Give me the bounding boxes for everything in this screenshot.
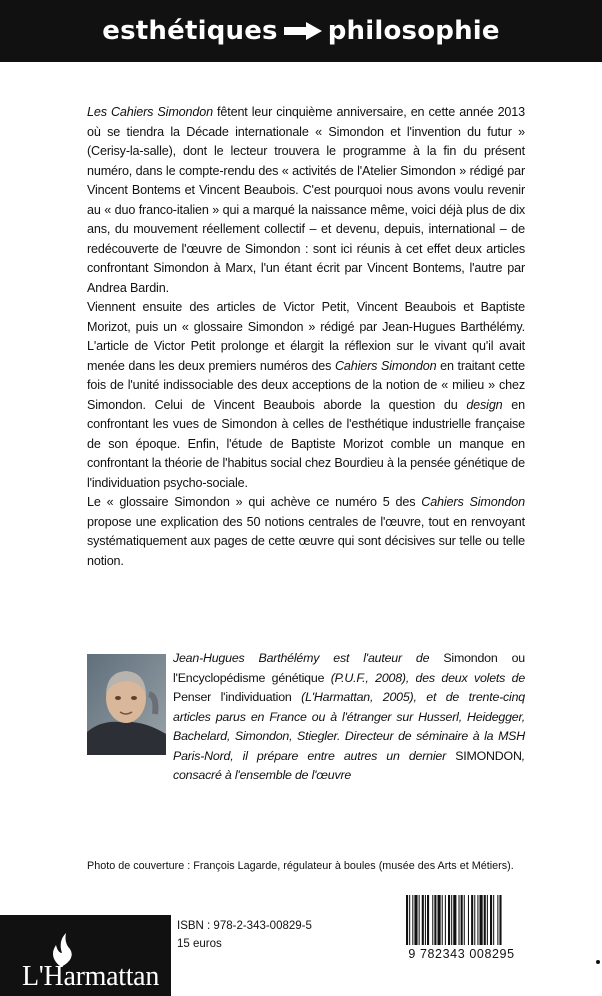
publisher-name: L'Harmattan bbox=[22, 961, 160, 992]
barcode-bar bbox=[434, 895, 436, 945]
barcode-bar bbox=[451, 895, 452, 945]
barcode-bar bbox=[484, 895, 486, 945]
publisher-logo bbox=[0, 915, 171, 996]
barcode-bar bbox=[461, 895, 463, 945]
barcode-bar bbox=[425, 895, 426, 945]
design-term: design bbox=[466, 397, 503, 412]
author-photo bbox=[87, 654, 166, 755]
paragraph-1 bbox=[87, 103, 525, 298]
book-title-1: Simondon ou l'Encyclopédisme génétique bbox=[173, 651, 525, 685]
paragraph-1-text: fêtent leur cinquième anniversaire, en cette année 2013 où se tiendra la Décade internationale « Simondon et l'invention du futur » (Cerisy-la-salle), dont le lecteur trouvera le programme à la fin du présent numéro, dans le compte-rendu des « activités de l'Atelier Simondon » rédigé par Vincent Bontems et Vincent Beaubois. C'est pourquoi nous avons voulu revenir au « duo franco-italien » qui a marqué la naissance même, voici déjà plus de dix ans, du mouvement réellement collectif – et devenu, depuis, international – de redécouverte de l'œuvre de Simondon : sont ici réunis à cet effet deux articles confrontant Simondon à Marx, l'un étant écrit par Vincent Bontems, l'autre par Andrea Bardin. bbox=[87, 105, 525, 295]
barcode-bar bbox=[493, 895, 494, 945]
paragraph-3-text-b: propose une explication des 50 notions centrales de l'œuvre, tout en renvoyant systématiquement aux pages de cette œuvre qui sont décisives sur telle ou telle notion. bbox=[87, 514, 525, 568]
back-cover-summary bbox=[87, 103, 525, 571]
series-left-word: esthétiques bbox=[102, 16, 278, 46]
barcode-bar bbox=[406, 895, 408, 945]
book-title-2: Penser l'individuation bbox=[173, 690, 292, 704]
barcode-bar bbox=[487, 895, 488, 945]
author-bio-tail: , consacré à l'ensemble de l'œuvre bbox=[173, 748, 525, 782]
price: 15 euros bbox=[177, 938, 222, 950]
barcode-bar bbox=[438, 895, 441, 945]
paragraph-3 bbox=[87, 493, 525, 571]
paragraph-3-text-a: Le « glossaire Simondon » qui achève ce numéro 5 des bbox=[87, 495, 422, 509]
barcode-bar bbox=[448, 895, 450, 945]
barcode-bar bbox=[468, 895, 469, 945]
paragraph-2 bbox=[87, 298, 525, 493]
paragraph-2-text-c: en confrontant les vues de Simondon à celles de l'esthétique industrielle française de son époque. Enfin, l'étude de Baptiste Morizot comble un manque en confrontant la théorie de l'habitus social chez Bourdieu à la pensée génétique de l'individuation psycho-sociale. bbox=[87, 397, 525, 490]
author-bio-text bbox=[173, 649, 525, 786]
series-right-word: philosophie bbox=[327, 16, 500, 46]
barcode-bar bbox=[419, 895, 420, 945]
paragraph-2-text-a: Viennent ensuite des articles de Victor Petit, Vincent Beaubois et Baptiste Morizot, puis un « glossaire Simondon » rédigé par Jean-Hugues Barthélémy. L'article de Victor Petit prolonge et élargit la réflexion sur le vivant qu'il avait menée dans les deux premiers numéros des bbox=[87, 300, 525, 373]
cover-photo-credit: Photo de couverture : François Lagarde, régulateur à boules (musée des Arts et Métiers). bbox=[87, 860, 514, 872]
barcode-bar bbox=[453, 895, 456, 945]
isbn-block bbox=[177, 917, 312, 953]
barcode-bar bbox=[427, 895, 429, 945]
barcode-bar bbox=[480, 895, 483, 945]
barcode-bar bbox=[474, 895, 475, 945]
barcode-bar bbox=[432, 895, 433, 945]
journal-title: Cahiers Simondon bbox=[334, 358, 437, 373]
author-intro: Jean-Hugues Barthélémy est l'auteur de bbox=[173, 651, 444, 665]
barcode bbox=[398, 893, 525, 967]
barcode-bar bbox=[409, 895, 410, 945]
barcode-bar bbox=[414, 895, 417, 945]
journal-title: Les Cahiers Simondon bbox=[87, 105, 213, 119]
barcode-bar bbox=[459, 895, 460, 945]
isbn-number: ISBN : 978-2-343-00829-5 bbox=[177, 920, 312, 932]
barcode-bar bbox=[412, 895, 413, 945]
barcode-bar bbox=[499, 895, 501, 945]
book-title-3: SIMONDON bbox=[455, 748, 522, 763]
arrow-right-icon bbox=[284, 22, 322, 40]
series-header bbox=[0, 0, 602, 62]
barcode-bar bbox=[471, 895, 473, 945]
barcode-bar bbox=[445, 895, 446, 945]
barcode-bar bbox=[497, 895, 498, 945]
barcode-bar bbox=[477, 895, 478, 945]
barcode-bars bbox=[398, 893, 525, 949]
barcode-bar bbox=[464, 895, 465, 945]
barcode-bar bbox=[490, 895, 492, 945]
book-1-publication: (P.U.F., 2008), des deux volets de bbox=[324, 670, 526, 685]
journal-title: Cahiers Simondon bbox=[421, 495, 525, 509]
paragraph-2-text-b: en traitant cette fois de l'unité indissociable des deux acceptions de la notion de « milieu » chez Simondon. Celui de Vincent Beaubois aborde la question du bbox=[87, 358, 525, 412]
barcode-number: 9 782343 008295 bbox=[408, 947, 515, 961]
barcode-bar bbox=[442, 895, 443, 945]
barcode-bar bbox=[422, 895, 424, 945]
corner-mark bbox=[596, 960, 600, 964]
book-2-publication: (L'Harmattan, 2005), et de trente-cinq articles parus en France ou à l'étranger sur Husserl, Heidegger, Bachelard, Simondon, Stiegler. Directeur de séminaire à la MSH Paris-Nord, il prépare entre autres un dernier bbox=[173, 690, 525, 763]
